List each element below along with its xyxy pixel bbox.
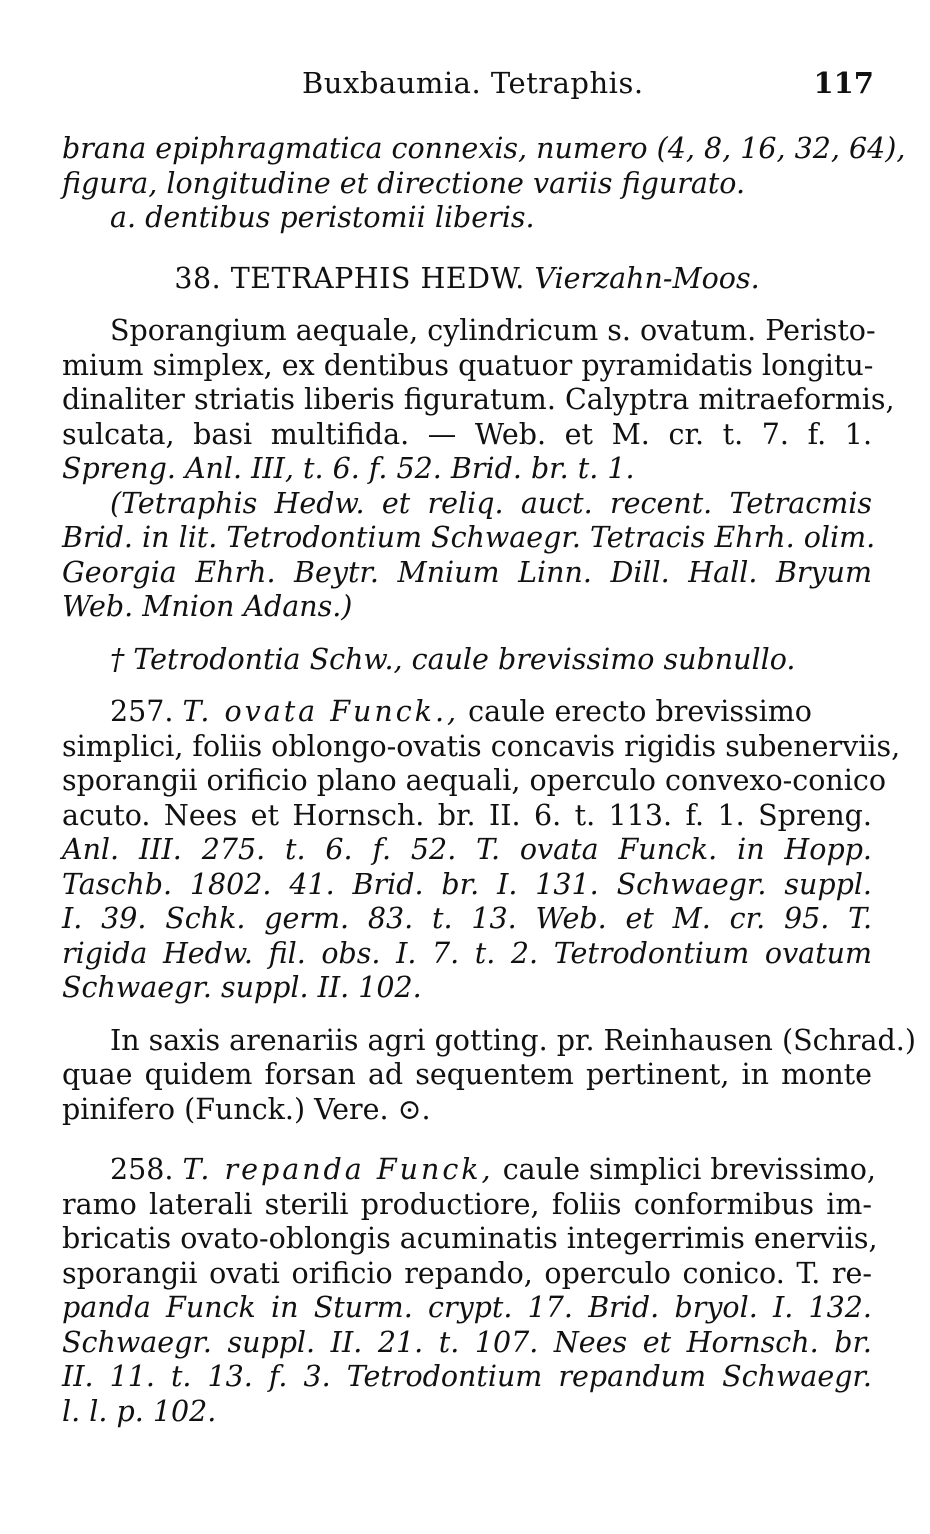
text-line: bricatis ovato-oblongis acuminatis integerrimis enerviis, <box>62 1222 878 1255</box>
page-body <box>62 132 916 1429</box>
habitat-paragraph <box>62 1023 916 1128</box>
text-line: acuto. Nees et Hornsch. br. II. 6. t. 113. f. 1. Spreng. <box>62 798 872 832</box>
text-line: II. 11. t. 13. f. 3. Tetrodontium repandum Schwaegr. <box>62 1360 872 1393</box>
genus-heading-vernacular: Vierzahn-Moos. <box>534 261 760 295</box>
text-line: simplici, foliis oblongo-ovatis concavis rigidis subenerviis, <box>62 729 901 763</box>
text-line: pinifero (Funck.) Vere. ⊙. <box>62 1092 431 1126</box>
species-entry-258 <box>62 1153 878 1429</box>
genus-heading-name: 38. TETRAPHIS HEDW. <box>174 261 525 295</box>
text-line: Schwaegr. suppl. II. 21. t. 107. Nees et Hornsch. br. <box>62 1325 872 1359</box>
text-line: (Tetraphis Hedw. et reliq. auct. recent. Tetracmis <box>110 486 872 520</box>
text-line: In saxis arenariis agri gotting. pr. Reinhausen (Schrad.) <box>110 1023 916 1057</box>
text-line: mium simplex, ex dentibus quatuor pyramidatis longitu- <box>62 348 874 382</box>
text-line: Taschb. 1802. 41. Brid. br. I. 131. Schwaegr. suppl. <box>62 867 872 901</box>
species-name: T. repanda Funck, <box>182 1153 494 1186</box>
text-line: Schwaegr. suppl. II. 102. <box>62 971 422 1004</box>
section-heading: † Tetrodontia Schw., caule brevissimo subnullo. <box>110 642 796 676</box>
text-line: l. l. p. 102. <box>62 1394 217 1428</box>
species-first-line <box>62 1153 876 1188</box>
genus-heading <box>62 262 872 297</box>
text-line: dinaliter striatis liberis figuratum. Calyptra mitraeformis, <box>62 383 895 416</box>
species-number: 258. <box>110 1153 174 1186</box>
text-line: Spreng. Anl. III, t. 6. f. 52. Brid. br. t. 1. <box>62 452 635 485</box>
species-number: 257. <box>110 695 174 728</box>
text-line: I. 39. Schk. germ. 83. t. 13. Web. et M. cr. 95. T. <box>62 902 872 935</box>
spacer <box>62 1006 872 1024</box>
text-line: figura, longitudine et directione variis figurato. <box>62 166 745 200</box>
running-head <box>62 66 874 106</box>
text-line: Brid. in lit. Tetrodontium Schwaegr. Tetracis Ehrh. olim. <box>62 521 876 554</box>
text-line: ramo laterali sterili productiore, foliis conformibus im- <box>62 1187 872 1221</box>
subsection-heading: a. dentibus peristomii liberis. <box>110 201 535 234</box>
text-line: sporangii ovati orificio repando, operculo conico. T. re- <box>62 1256 872 1290</box>
text-line: sporangii orificio plano aequali, operculo convexo-conico <box>62 764 887 797</box>
species-name: T. ovata Funck., <box>182 695 460 728</box>
text-line: panda Funck in Sturm. crypt. 17. Brid. bryol. I. 132. <box>62 1291 872 1324</box>
text-line: Web. Mnion Adans.) <box>62 590 353 623</box>
text-line: brana epiphragmatica connexis, numero (4, 8, 16, 32, 64), <box>62 132 906 165</box>
spacer <box>62 296 872 314</box>
species-entry-257 <box>62 695 901 1006</box>
page-number: 117 <box>813 66 874 100</box>
species-diagnosis-start: caule erecto brevissimo <box>468 695 812 728</box>
text-line: sulcata, basi multifida. — Web. et M. cr. t. 7. f. 1. <box>62 417 872 451</box>
spacer <box>62 236 872 262</box>
species-first-line <box>62 695 872 730</box>
text-line: Sporangium aequale, cylindricum s. ovatum. Peristo- <box>110 314 876 347</box>
species-diagnosis-start: caule simplici brevissimo, <box>502 1153 876 1186</box>
spacer <box>62 677 872 695</box>
spacer <box>62 625 872 643</box>
text-line: quae quidem forsan ad sequentem pertinent, in monte <box>62 1058 872 1091</box>
text-line: Georgia Ehrh. Beytr. Mnium Linn. Dill. Hall. Bryum <box>62 555 872 589</box>
genus-description <box>62 314 895 625</box>
spacer <box>62 1127 872 1153</box>
text-line: rigida Hedw. fil. obs. I. 7. t. 2. Tetrodontium ovatum <box>62 936 872 970</box>
text-line: Anl. III. 275. t. 6. f. 52. T. ovata Funck. in Hopp. <box>62 833 872 866</box>
running-head-title: Buxbaumia. Tetraphis. <box>302 66 644 100</box>
